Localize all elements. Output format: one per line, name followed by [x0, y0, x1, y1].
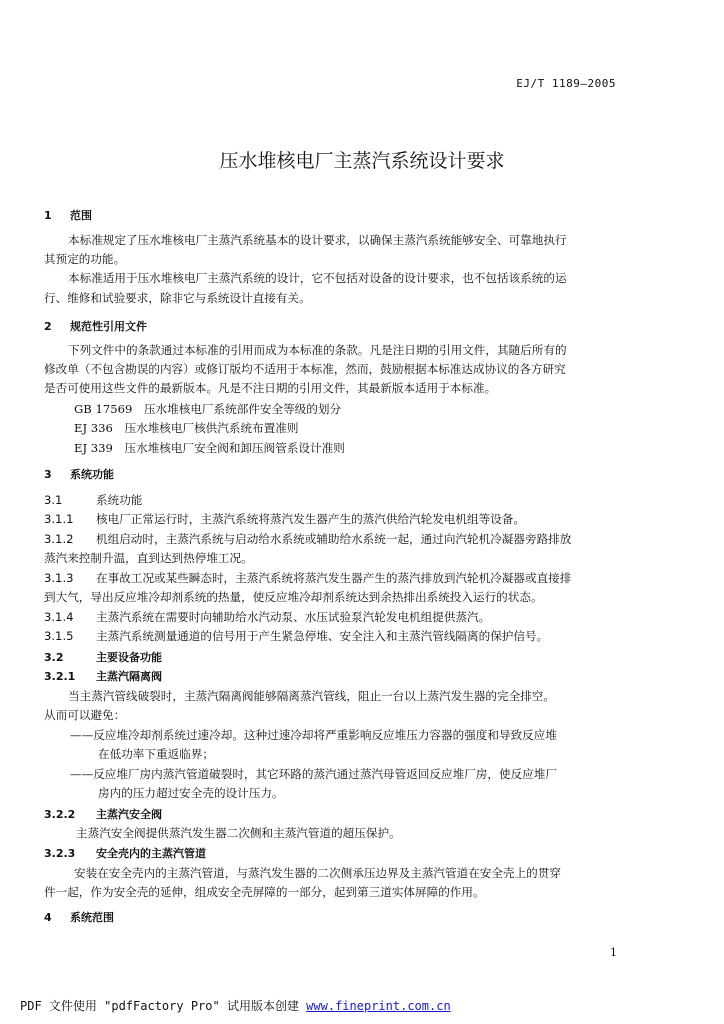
clause-title: 主蒸汽隔离阀	[96, 670, 162, 683]
clause-number: 3.1.1	[44, 512, 74, 526]
clause-number: 3.1.4	[44, 610, 74, 624]
paragraph-line: 修改单（不包含勘误的内容）或修订版均不适用于本标准，然而，鼓励根据本标准达成协议的各方研究	[44, 362, 566, 376]
clause-text: 在事故工况或某些瞬态时，主蒸汽系统将蒸汽发生器产生的蒸汽排放到汽轮机冷凝器或直接排	[96, 571, 572, 585]
dash-item: ——反应堆厂房内蒸汽管道破裂时，其它环路的蒸汽通过蒸汽母管返回反应堆厂房，使反应堆厂	[70, 767, 557, 781]
paragraph-line: 蒸汽来控制升温，直到达到热停堆工况。	[44, 551, 253, 565]
paragraph-line: 到大气，导出反应堆冷却剂系统的热量，使反应堆冷却剂系统达到余热排出系统投入运行的状态。	[44, 590, 543, 604]
paragraph-line: 安装在安全壳内的主蒸汽管道，与蒸汽发生器的二次侧承压边界及主蒸汽管道在安全壳上的贯穿	[74, 866, 561, 880]
document-title: 压水堆核电厂主蒸汽系统设计要求	[219, 150, 505, 172]
section-number: 1	[44, 209, 52, 222]
clause-3-1-3	[44, 570, 571, 586]
dash-item: ——反应堆冷却剂系统过速冷却。这种过速冷却将严重影响反应堆压力容器的强度和导致反应堆	[70, 728, 557, 742]
clause-3-1-4	[44, 609, 490, 625]
subsection-heading	[44, 492, 142, 508]
section-title: 系统功能	[70, 468, 114, 481]
subsection-title: 主要设备功能	[96, 651, 162, 664]
paragraph-line: 下列文件中的条款通过本标准的引用而成为本标准的条款。凡是注日期的引用文件，其随后所有的	[68, 343, 567, 357]
clause-3-1-5	[44, 628, 548, 644]
clause-number: 3.2.3	[44, 847, 76, 860]
clause-number: 3.1.5	[44, 629, 74, 643]
section-3-heading	[44, 466, 114, 482]
clause-text: 核电厂正常运行时，主蒸汽系统将蒸汽发生器产生的蒸汽供给汽轮发电机组等设备。	[96, 512, 525, 526]
reference-item: EJ 339 压水堆核电厂安全阀和卸压阀管系设计准则	[74, 441, 345, 455]
dash-item-continuation: 在低功率下重返临界；	[98, 747, 214, 761]
section-title: 规范性引用文件	[70, 320, 147, 333]
clause-text: 主蒸汽系统测量通道的信号用于产生紧急停堆、安全注入和主蒸汽管线隔离的保护信号。	[96, 629, 549, 643]
paragraph-line: 行、维修和试验要求，除非它与系统设计直接有关。	[44, 291, 311, 305]
footer-link[interactable]: www.fineprint.com.cn	[306, 999, 451, 1013]
page-number: 1	[610, 946, 617, 959]
section-number: 4	[44, 911, 52, 924]
clause-number: 3.1.2	[44, 532, 74, 546]
paragraph-line: 本标准适用于压水堆核电厂主蒸汽系统的设计，它不包括对设备的设计要求，也不包括该系统的运	[68, 271, 567, 285]
clause-title: 主蒸汽安全阀	[96, 808, 162, 821]
paragraph-line: 主蒸汽安全阀提供蒸汽发生器二次侧和主蒸汽管道的超压保护。	[76, 826, 401, 840]
paragraph-line: 其预定的功能。	[44, 252, 126, 266]
clause-number: 3.2.2	[44, 808, 76, 821]
standard-number: EJ/T 1189—2005	[516, 77, 616, 90]
clause-text: 机组启动时，主蒸汽系统与启动给水系统或辅助给水系统一起，通过向汽轮机冷凝器旁路排放	[96, 532, 572, 546]
clause-heading	[44, 668, 162, 684]
section-title: 系统范围	[70, 911, 114, 924]
paragraph-line: 当主蒸汽管线破裂时，主蒸汽隔离阀能够隔离蒸汽管线，阻止一台以上蒸汽发生器的完全排空。	[68, 689, 555, 703]
section-1-heading	[44, 207, 92, 223]
paragraph-line: 本标准规定了压水堆核电厂主蒸汽系统基本的设计要求，以确保主蒸汽系统能够安全、可靠地执行	[68, 233, 567, 247]
subsection-heading	[44, 649, 162, 665]
clause-3-1-1	[44, 511, 525, 527]
pdf-footer	[20, 997, 451, 1014]
clause-text: 主蒸汽系统在需要时向辅助给水汽动泵、水压试验泵汽轮发电机组提供蒸汽。	[96, 610, 491, 624]
reference-item: EJ 336 压水堆核电厂核供汽系统布置准则	[74, 421, 299, 435]
clause-number: 3.1.3	[44, 571, 74, 585]
clause-number: 3.2.1	[44, 670, 76, 683]
section-number: 3	[44, 468, 52, 481]
reference-item: GB 17569 压水堆核电厂系统部件安全等级的划分	[74, 402, 342, 416]
footer-text: PDF 文件使用 "pdfFactory Pro" 试用版本创建	[20, 999, 307, 1013]
clause-3-1-2	[44, 531, 571, 547]
subsection-number: 3.1	[44, 493, 63, 507]
subsection-number: 3.2	[44, 651, 64, 664]
section-number: 2	[44, 320, 52, 333]
section-title: 范围	[70, 209, 92, 222]
section-4-heading	[44, 909, 114, 925]
clause-heading	[44, 845, 206, 861]
dash-item-continuation: 房内的压力超过安全壳的设计压力。	[98, 786, 284, 800]
paragraph-line: 从而可以避免：	[44, 708, 126, 722]
clause-heading	[44, 806, 162, 822]
paragraph-line: 件一起，作为安全壳的延伸，组成安全壳屏障的一部分，起到第三道实体屏障的作用。	[44, 885, 485, 899]
subsection-title: 系统功能	[96, 493, 143, 507]
paragraph-line: 是否可使用这些文件的最新版本。凡是不注日期的引用文件，其最新版本适用于本标准。	[44, 381, 497, 395]
clause-title: 安全壳内的主蒸汽管道	[96, 847, 206, 860]
section-2-heading	[44, 318, 147, 334]
